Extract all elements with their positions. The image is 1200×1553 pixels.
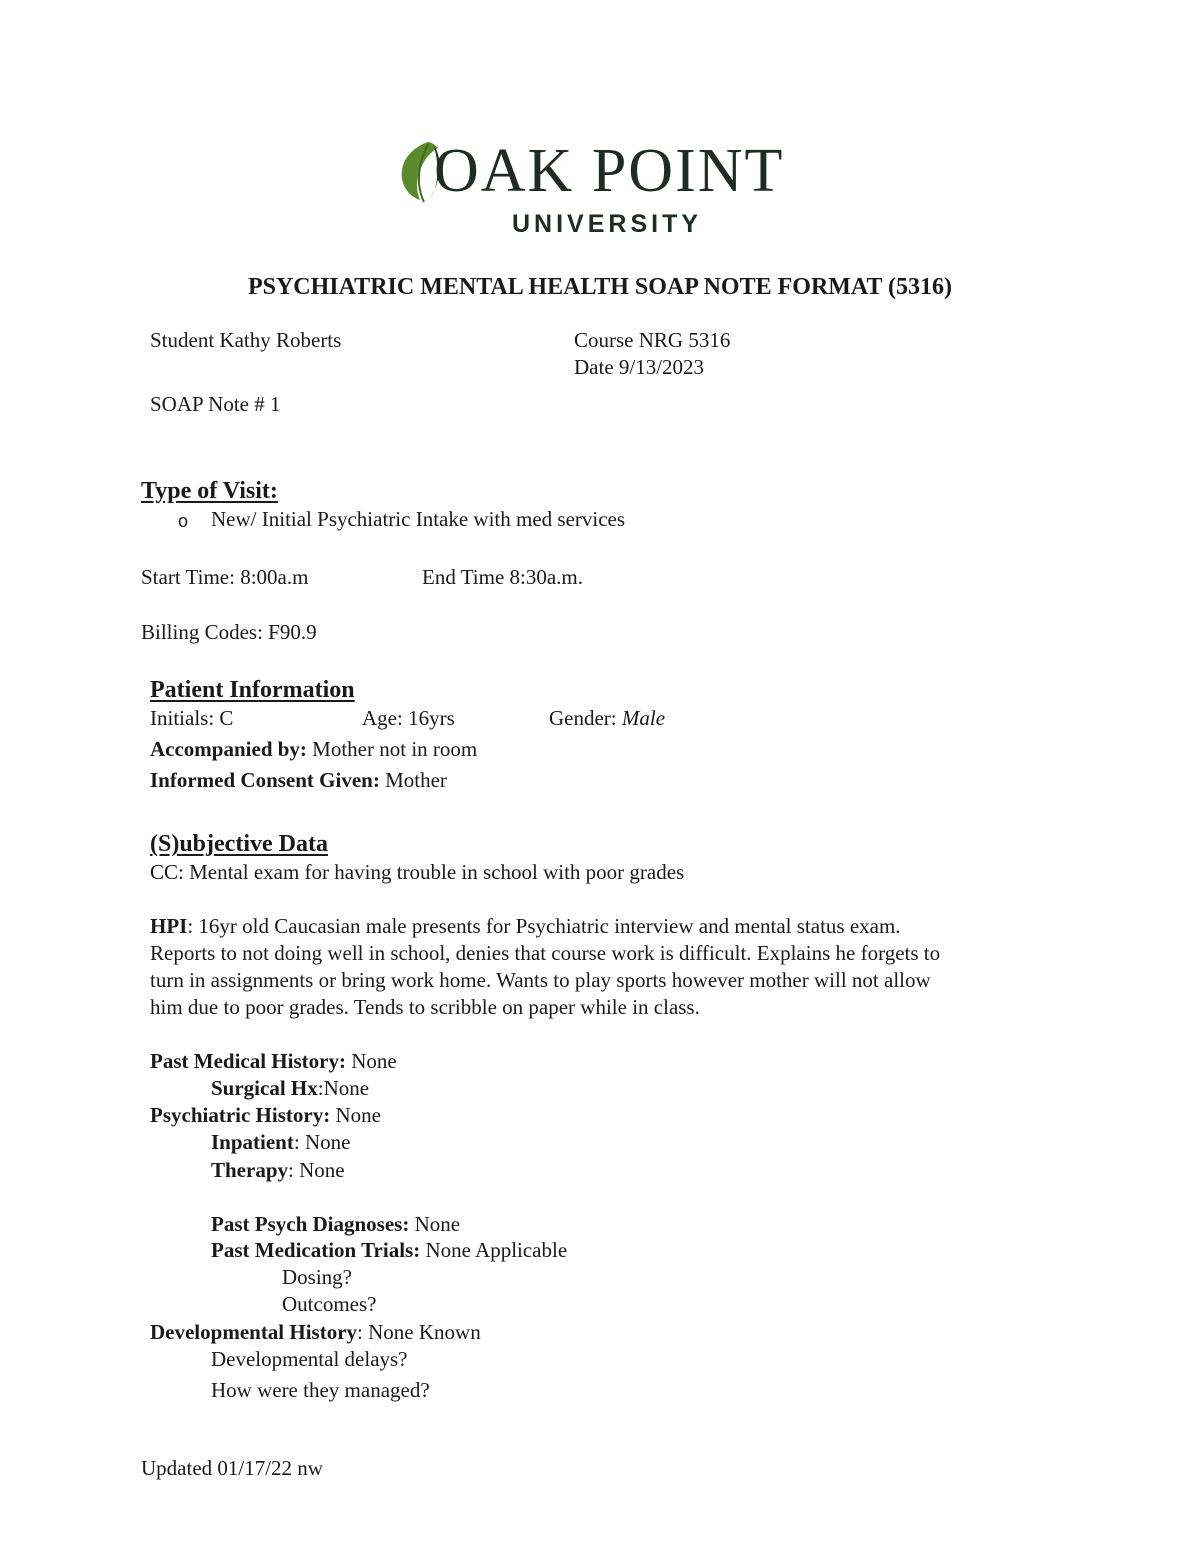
hpi-text: : 16yr old Caucasian male presents for Psychiatric interview and mental status exam. (187, 914, 901, 938)
billing-codes: Billing Codes: F90.9 (141, 620, 317, 644)
subjective-heading: (S)ubjective Data (150, 831, 328, 857)
informed-consent (150, 768, 447, 793)
past-medical-history (150, 1049, 397, 1074)
dosing-question: Dosing? (282, 1265, 352, 1289)
dev-value: : None Known (357, 1320, 481, 1344)
surgical-label: Surgical Hx (211, 1076, 318, 1100)
therapy-value: : None (288, 1158, 345, 1182)
hpi-line-2: Reports to not doing well in school, denies that course work is difficult. Explains he forgets to (150, 941, 941, 965)
end-time: End Time 8:30a.m. (422, 565, 584, 589)
start-time: Start Time: 8:00a.m (141, 565, 309, 589)
course-number: Course NRG 5316 (574, 328, 731, 352)
inpatient-label: Inpatient (211, 1130, 294, 1154)
soap-note-number: SOAP Note # 1 (150, 392, 281, 416)
med-trials-value: None Applicable (420, 1238, 568, 1262)
outcomes-question: Outcomes? (282, 1292, 377, 1316)
psych-value: None (330, 1103, 381, 1127)
past-medication-trials (211, 1238, 567, 1263)
patient-age: Age: 16yrs (362, 706, 455, 730)
logo-subtitle: UNIVERSITY (512, 210, 703, 238)
hpi-line-4: him due to poor grades. Tends to scribble on paper while in class. (150, 995, 700, 1019)
dev-label: Developmental History (150, 1320, 358, 1344)
visit-type-heading: Type of Visit: (141, 478, 278, 504)
accompanied-value: Mother not in room (306, 737, 478, 761)
note-date: Date 9/13/2023 (574, 355, 705, 379)
gender-value: Male (621, 706, 666, 730)
logo-wordmark: OAK POINT (434, 137, 785, 205)
past-psych-diagnoses (211, 1212, 460, 1237)
inpatient-history (211, 1130, 350, 1155)
page-title: PSYCHIATRIC MENTAL HEALTH SOAP NOTE FORMAT (5316) (247, 274, 953, 300)
developmental-managed-question: How were they managed? (211, 1378, 430, 1402)
bullet-marker: o (178, 511, 189, 531)
therapy-history (211, 1158, 345, 1183)
inpatient-value: : None (293, 1130, 351, 1154)
hpi-label: HPI (150, 914, 188, 938)
past-dx-value: None (409, 1212, 461, 1236)
pmh-value: None (345, 1049, 397, 1073)
developmental-delays-question: Developmental delays? (211, 1347, 408, 1371)
pmh-label: Past Medical History: (150, 1049, 346, 1073)
gender-label: Gender: (549, 706, 622, 730)
page-footer: Updated 01/17/22 nw (141, 1456, 323, 1480)
chief-complaint: CC: Mental exam for having trouble in school with poor grades (150, 860, 685, 884)
surgical-value: :None (317, 1076, 370, 1100)
therapy-label: Therapy (211, 1158, 289, 1182)
psych-label: Psychiatric History: (150, 1103, 331, 1127)
med-trials-label: Past Medication Trials: (211, 1238, 421, 1262)
past-dx-label: Past Psych Diagnoses: (211, 1212, 410, 1236)
accompanied-label: Accompanied by: (150, 737, 307, 761)
consent-value: Mother (379, 768, 447, 792)
surgical-history (211, 1076, 369, 1101)
accompanied-by (150, 737, 477, 762)
developmental-history (150, 1320, 481, 1345)
psychiatric-history (150, 1103, 381, 1128)
consent-label: Informed Consent Given: (150, 768, 380, 792)
patient-info-heading: Patient Information (150, 677, 355, 703)
visit-type-value: New/ Initial Psychiatric Intake with med services (211, 507, 626, 531)
student-name: Student Kathy Roberts (150, 328, 342, 352)
hpi-line-3: turn in assignments or bring work home. Wants to play sports however mother will not allow (150, 968, 931, 992)
university-logo (398, 138, 818, 243)
hpi-line-1 (150, 914, 901, 939)
patient-gender (549, 706, 665, 731)
patient-initials: Initials: C (150, 706, 234, 730)
